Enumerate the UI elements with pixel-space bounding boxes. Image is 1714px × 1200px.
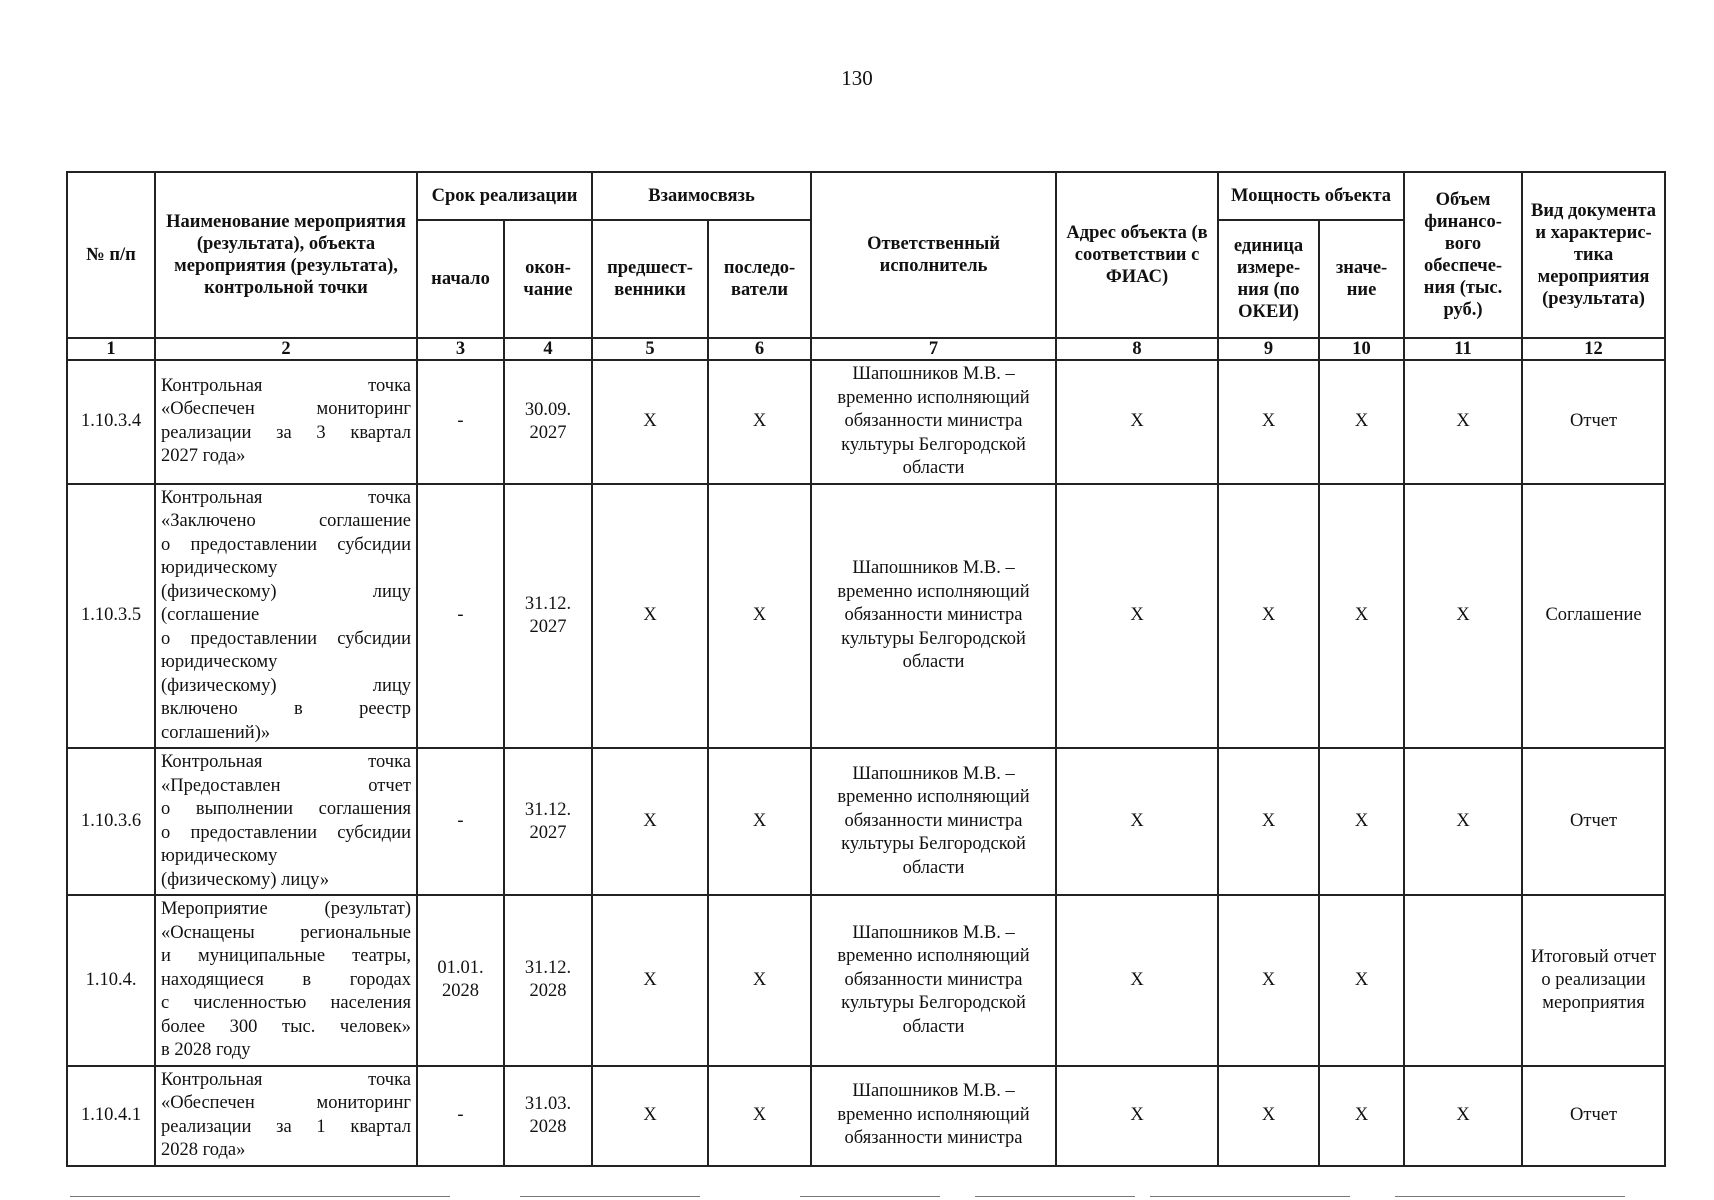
row-finance: X [1404,1066,1522,1166]
column-number: 1 [67,338,155,360]
row-name-line: включено в реестр [161,699,411,719]
row-number: 1.10.3.4 [67,360,155,484]
row-value: X [1319,360,1404,484]
header-address: Адрес объекта (в соответствии с ФИАС) [1056,172,1218,338]
row-responsible: Шапошников М.В. – временно исполняющий обязанности министра культуры Белгородской области [811,895,1056,1066]
table-body [67,360,1665,1166]
row-unit: X [1218,748,1319,895]
row-responsible: Шапошников М.В. – временно исполняющий обязанности министра [811,1066,1056,1166]
row-name-line: в 2028 году [161,1040,251,1060]
header-link-prev: предшест-венники [592,220,708,338]
column-number: 2 [155,338,417,360]
row-start-date: - [417,360,504,484]
row-predecessors: X [592,748,708,895]
row-number: 1.10.3.5 [67,484,155,749]
plan-table [66,171,1666,1167]
row-finance [1404,895,1522,1066]
row-name-line: о выполнении соглашения [161,799,411,819]
row-name-line: «Оснащены региональные [161,922,411,943]
column-number: 3 [417,338,504,360]
row-name-line: с численностью населения [161,993,411,1013]
row-name-line: «Обеспечен мониторинг [161,399,411,420]
row-name [155,360,417,484]
header-link: Взаимосвязь [592,172,811,220]
row-number: 1.10.3.6 [67,748,155,895]
header-cap-unit: единица измере-ния (по ОКЕИ) [1218,220,1319,338]
row-start-date: - [417,748,504,895]
table-row [67,484,1665,749]
column-number: 9 [1218,338,1319,360]
header-num: № п/п [67,172,155,338]
row-name-line: (физическому) лицу [161,675,411,696]
header-cap-value: значе-ние [1319,220,1404,338]
row-document-type: Отчет [1522,1066,1665,1166]
row-name [155,484,417,749]
column-number: 8 [1056,338,1218,360]
page-number: 130 [841,66,873,90]
row-document-type: Соглашение [1522,484,1665,749]
header-doc: Вид документа и характерис-тика мероприятия (результата) [1522,172,1665,338]
row-end-date: 31.03. 2028 [504,1066,592,1166]
row-name-line: юридическому [161,652,278,672]
row-name-line: юридическому [161,846,278,866]
row-start-date: 01.01. 2028 [417,895,504,1066]
row-name-line: о предоставлении субсидии [161,822,411,843]
row-unit: X [1218,1066,1319,1166]
row-successors: X [708,1066,811,1166]
row-successors: X [708,360,811,484]
header-term-start: начало [417,220,504,338]
row-responsible: Шапошников М.В. – временно исполняющий обязанности министра культуры Белгородской области [811,748,1056,895]
table-row [67,1066,1665,1166]
row-name-line: Контрольная точка [161,487,411,508]
row-name-line: о предоставлении субсидии [161,628,411,649]
header-capacity: Мощность объекта [1218,172,1404,220]
row-successors: X [708,748,811,895]
row-name-line: более 300 тыс. человек» [161,1016,411,1037]
row-name-line: Контрольная точка [161,375,411,396]
row-unit: X [1218,360,1319,484]
row-name [155,895,417,1066]
row-end-date: 30.09. 2027 [504,360,592,484]
row-name-line: (физическому) лицу» [161,869,330,890]
column-number: 11 [1404,338,1522,360]
row-number: 1.10.4. [67,895,155,1066]
header-responsible: Ответственный исполнитель [811,172,1056,338]
row-responsible: Шапошников М.В. – временно исполняющий обязанности министра культуры Белгородской области [811,484,1056,749]
row-unit: X [1218,484,1319,749]
page-bottom-rule [0,1196,1714,1198]
row-successors: X [708,895,811,1066]
table-row [67,748,1665,895]
row-end-date: 31.12. 2028 [504,895,592,1066]
column-number: 6 [708,338,811,360]
column-number: 10 [1319,338,1404,360]
row-name-line: 2027 года» [161,446,246,467]
header-term: Срок реализации [417,172,592,220]
row-name-line: «Обеспечен мониторинг [161,1093,411,1113]
row-responsible: Шапошников М.В. – временно исполняющий обязанности министра культуры Белгородской области [811,360,1056,484]
row-name-line: реализации за 3 квартал [161,422,411,443]
row-name-line: юридическому [161,558,278,578]
row-end-date: 31.12. 2027 [504,484,592,749]
row-unit: X [1218,895,1319,1066]
row-finance: X [1404,360,1522,484]
row-name-line: «Предоставлен отчет [161,775,411,796]
row-name-line: о предоставлении субсидии [161,534,411,555]
header-term-end: окон-чание [504,220,592,338]
row-predecessors: X [592,895,708,1066]
row-value: X [1319,1066,1404,1166]
row-predecessors: X [592,360,708,484]
row-finance: X [1404,748,1522,895]
row-address: X [1056,748,1218,895]
row-name-line: реализации за 1 квартал [161,1116,411,1137]
row-value: X [1319,895,1404,1066]
row-name-line: находящиеся в городах [161,969,411,990]
row-name-line: Контрольная точка [161,1069,411,1090]
row-predecessors: X [592,484,708,749]
row-document-type: Отчет [1522,748,1665,895]
row-name-line: (физическому) лицу [161,581,411,602]
row-value: X [1319,748,1404,895]
row-document-type: Отчет [1522,360,1665,484]
row-number: 1.10.4.1 [67,1066,155,1166]
row-value: X [1319,484,1404,749]
header-name: Наименование мероприятия (результата), объекта мероприятия (результата), контрольной точки [155,172,417,338]
row-address: X [1056,1066,1218,1166]
row-end-date: 31.12. 2027 [504,748,592,895]
row-name-line: Контрольная точка [161,752,411,772]
row-address: X [1056,484,1218,749]
row-document-type: Итоговый отчет о реализации мероприятия [1522,895,1665,1066]
row-start-date: - [417,1066,504,1166]
row-finance: X [1404,484,1522,749]
column-number: 4 [504,338,592,360]
table-row [67,895,1665,1066]
column-numbers-row [67,338,1665,360]
column-number: 5 [592,338,708,360]
header-link-next: последо-ватели [708,220,811,338]
row-name [155,748,417,895]
row-name-line: 2028 года» [161,1140,246,1160]
column-number: 12 [1522,338,1665,360]
column-number: 7 [811,338,1056,360]
row-name-line: (соглашение [161,605,260,625]
row-name-line: «Заключено соглашение [161,511,411,531]
row-name [155,1066,417,1166]
row-name-line: соглашений)» [161,722,271,743]
header-finance: Объем финансо-вого обеспече-ния (тыс. руб.) [1404,172,1522,338]
row-address: X [1056,895,1218,1066]
row-successors: X [708,484,811,749]
row-start-date: - [417,484,504,749]
row-predecessors: X [592,1066,708,1166]
row-name-line: и муниципальные театры, [161,946,411,966]
row-name-line: Мероприятие (результат) [161,899,411,919]
row-address: X [1056,360,1218,484]
table-row [67,360,1665,484]
